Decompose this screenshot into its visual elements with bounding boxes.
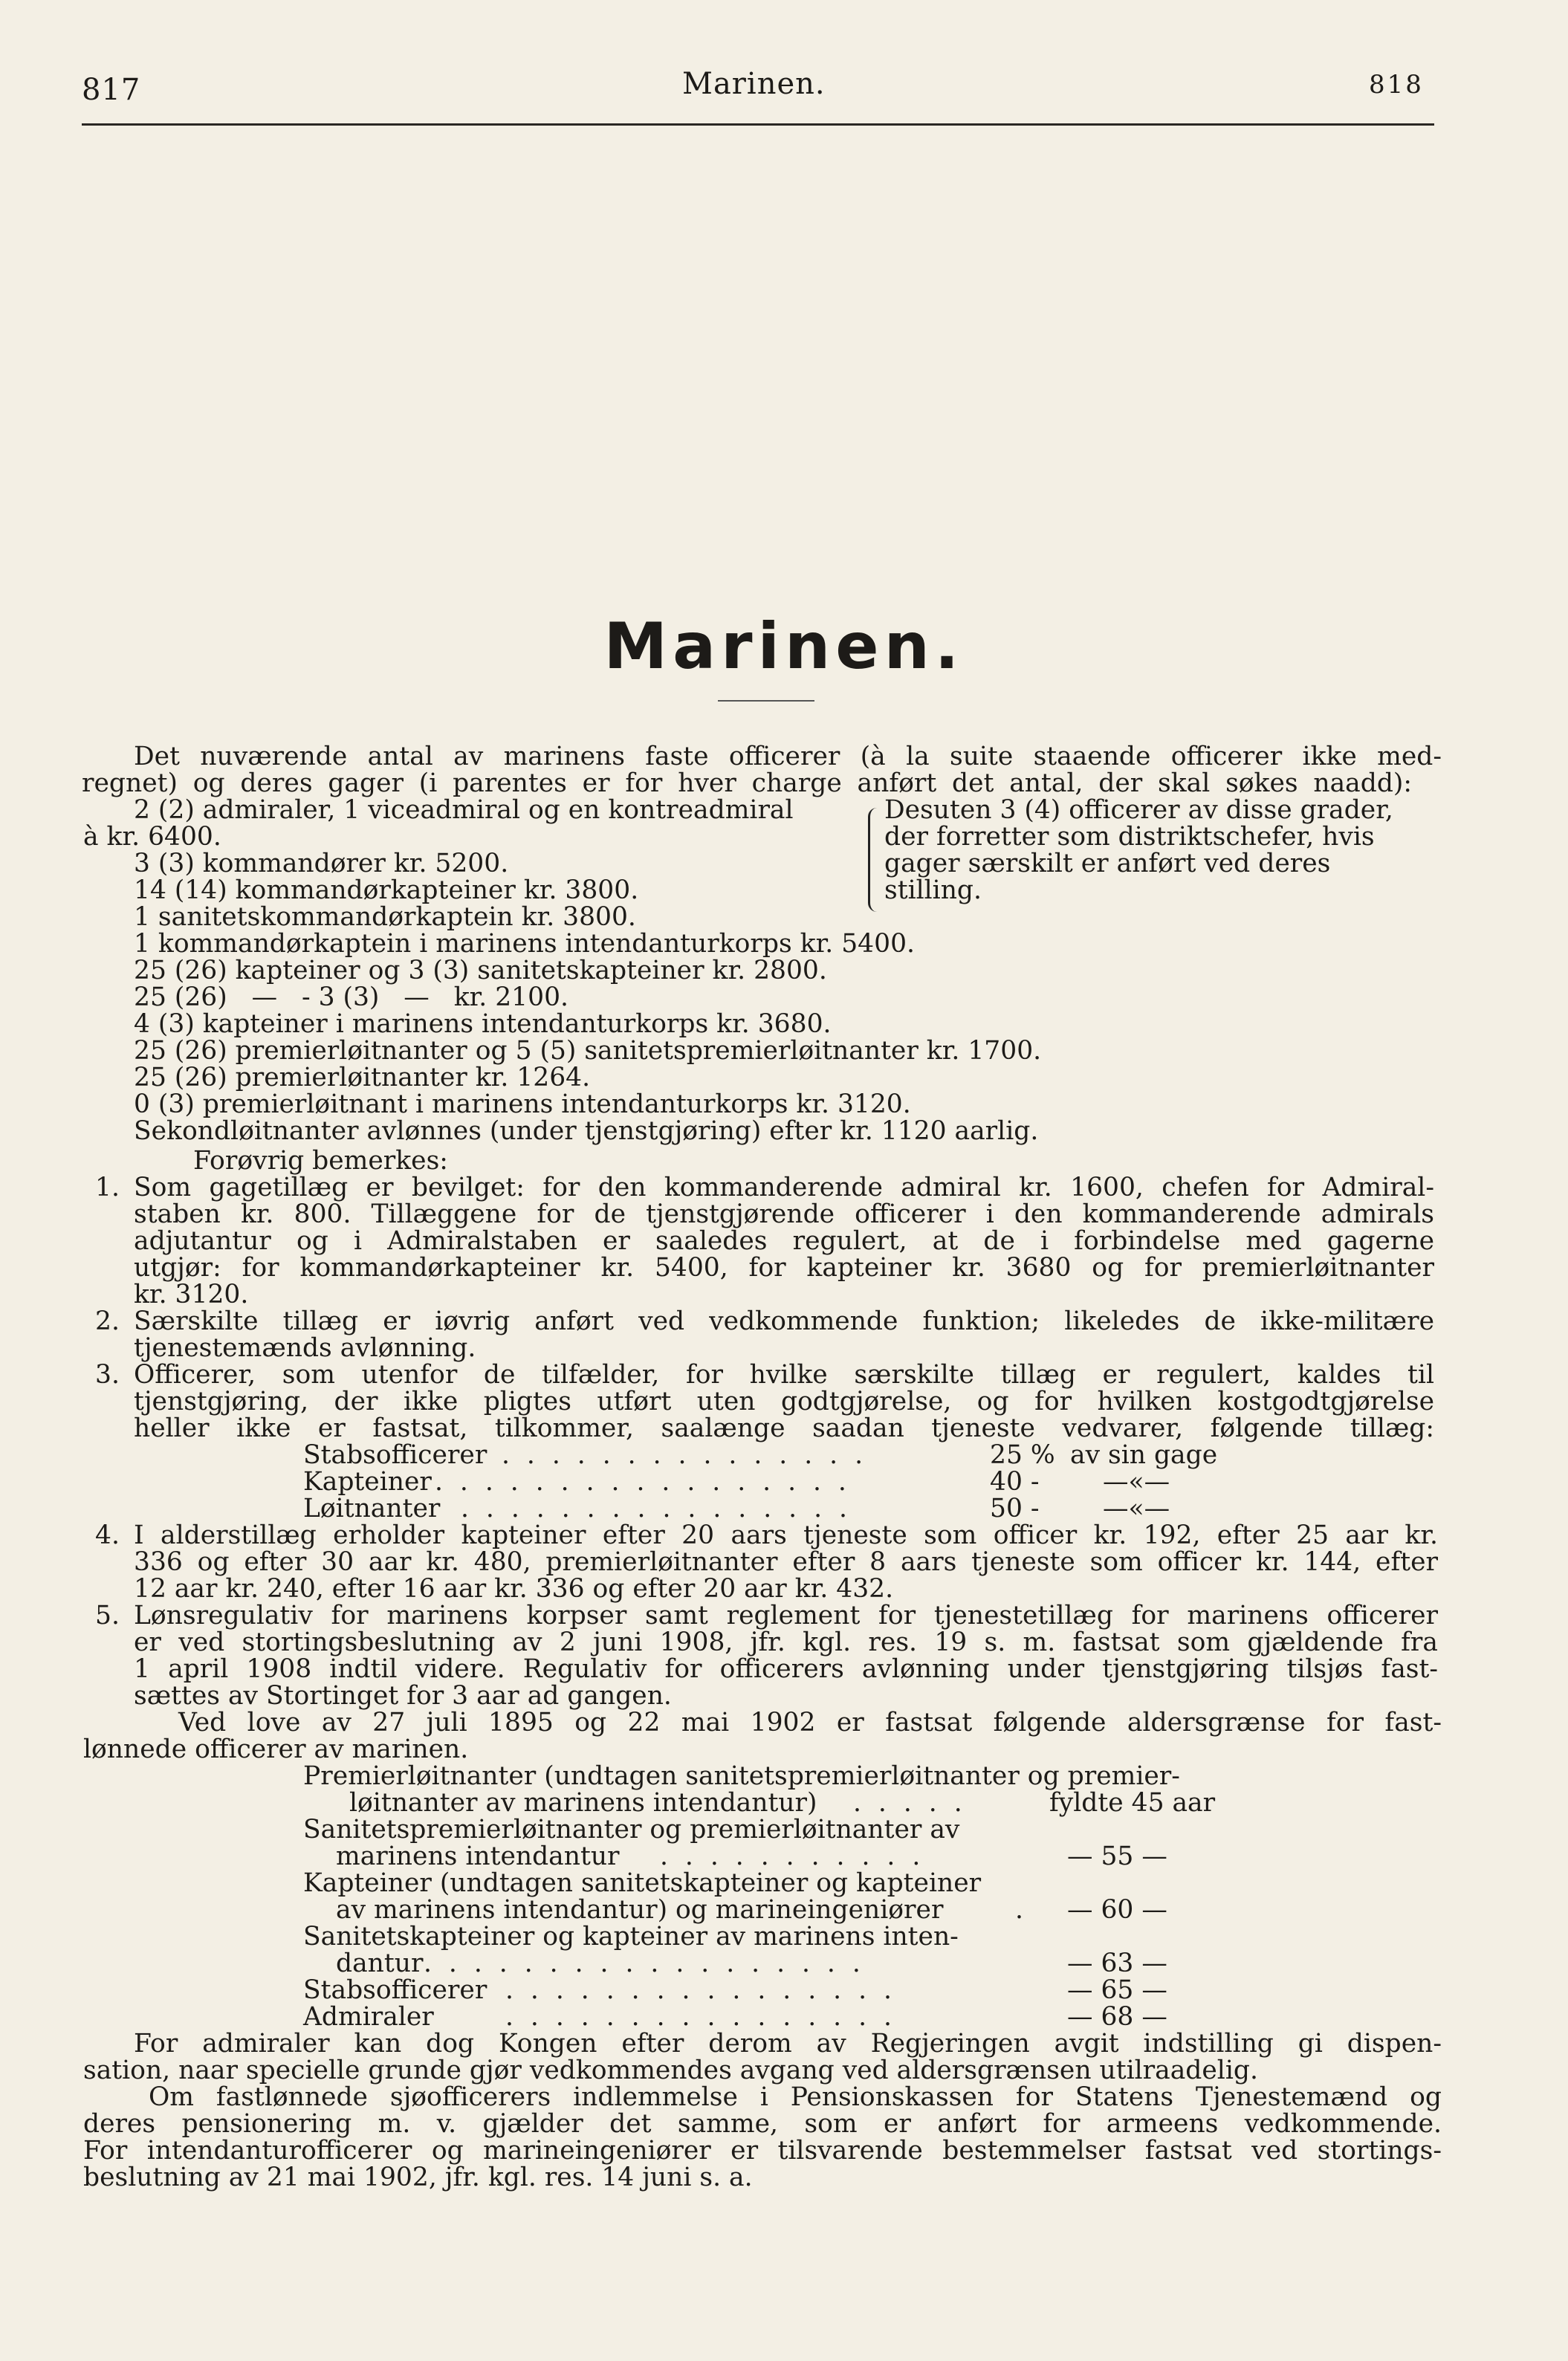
list-item: à kr. 6400.	[83, 822, 221, 852]
intro-line: Det nuværende antal av marinens faste officerer (à la suite staaende officerer ikke med-	[134, 742, 1442, 771]
age-row-label: dantur	[336, 1949, 424, 1978]
intro-line: regnet) og deres gager (i parentes er for hver charge anført det antal, der skal søkes naadd):	[82, 768, 1412, 798]
item-line: adjutantur og i Admiralstaben er saaledes regulert, at de i forbindelse med gagerne	[134, 1226, 1434, 1256]
age-row-label: Kapteiner (undtagen sanitetskapteiner og kapteiner	[303, 1868, 982, 1898]
list-item: 0 (3) premierløitnant i marinens intendanturkorps kr. 3120.	[134, 1089, 911, 1119]
age-row-label: Admiraler	[303, 2002, 434, 2032]
closing-line: sation, naar specielle grunde gjør vedkommendes avgang ved aldersgrænsen utilraadelig.	[83, 2056, 1258, 2085]
supplement-label: Kapteiner	[303, 1467, 432, 1497]
closing-line: For intendanturofficerer og marineingeniører er tilsvarende bestemmelser fastsat ved stortings-	[83, 2136, 1442, 2166]
age-row-value: — 68 —	[1067, 2002, 1167, 2032]
age-row-value: — 55 —	[1067, 1842, 1167, 1871]
list-item: 14 (14) kommandørkapteiner kr. 3800.	[134, 875, 639, 905]
supplement-note: av sin gage	[1070, 1440, 1218, 1470]
item-line: tjenstgjøring, der ikke pligtes utført uten godtgjørelse, og for hvilken kostgodtgjørelse	[134, 1387, 1434, 1416]
list-item: Sekondløitnanter avlønnes (under tjenstgjøring) efter kr. 1120 aarlig.	[134, 1116, 1039, 1146]
page-number-right: 818	[1369, 70, 1424, 100]
dot-leader: .	[1015, 1895, 1023, 1925]
item-line: er ved stortingsbeslutning av 2 juni 1908, jfr. kgl. res. 19 s. m. fastsat som gjældende fra	[134, 1628, 1438, 1657]
page-title: Marinen.	[603, 609, 965, 684]
age-row-value: — 63 —	[1067, 1949, 1167, 1978]
item-number: 4.	[95, 1520, 120, 1550]
dot-leader: . . . . . . . . . . . . . . .	[502, 1440, 868, 1470]
dot-leader: . . . . . . . . . . . . . . . . . .	[424, 1949, 865, 1978]
item-number: 5.	[95, 1601, 120, 1630]
dot-leader: . . . . . . . . . . .	[660, 1842, 925, 1871]
supplement-label: Stabsofficerer	[303, 1440, 487, 1470]
supplement-value: 25 %	[990, 1440, 1055, 1470]
supplement-value: 50 -	[990, 1494, 1040, 1523]
list-item: 1 kommandørkaptein i marinens intendanturkorps kr. 5400.	[134, 929, 915, 959]
item-line: 12 aar kr. 240, efter 16 aar kr. 336 og efter 20 aar kr. 432.	[134, 1574, 894, 1604]
item-line: utgjør: for kommandørkapteiner kr. 5400, for kapteiner kr. 3680 og for premierløitnanter	[134, 1253, 1434, 1283]
supplement-value: 40 -	[990, 1467, 1040, 1497]
age-row-value: fyldte 45 aar	[1049, 1788, 1216, 1818]
item-number: 1.	[95, 1173, 120, 1202]
dot-leader: . . . . . . . . . . . . . . . .	[461, 1494, 852, 1523]
item-line: Særskilte tillæg er iøvrig anført ved vedkommende funktion; likeledes de ikke-militære	[134, 1306, 1434, 1336]
brace	[868, 808, 879, 912]
age-row-label: løitnanter av marinens intendantur)	[349, 1788, 817, 1818]
header-rule	[82, 123, 1434, 126]
list-item: 4 (3) kapteiner i marinens intendanturkorps kr. 3680.	[134, 1009, 832, 1039]
dot-leader: . . . . . . . . . . . . . . . . .	[435, 1467, 851, 1497]
item-line: Lønsregulativ for marinens korpser samt reglement for tjenestetillæg for marinens officerer	[134, 1601, 1438, 1630]
age-row-label: Premierløitnanter (undtagen sanitetspremierløitnanter og premier-	[303, 1761, 1180, 1791]
item-line: tjenestemænds avlønning.	[134, 1333, 476, 1363]
item-number: 3.	[95, 1360, 120, 1390]
closing-line: Om fastlønnede sjøofficerers indlemmelse i Pensionskassen for Statens Tjenestemænd og	[149, 2082, 1442, 2112]
list-item: 25 (26) — - 3 (3) — kr. 2100.	[134, 982, 569, 1012]
dot-leader: . . . . . . . . . . . . . . . .	[505, 1975, 896, 2005]
list-item: 3 (3) kommandører kr. 5200.	[134, 849, 509, 878]
supplement-note: —«—	[1103, 1467, 1170, 1497]
supplement-label: Løitnanter	[303, 1494, 441, 1523]
item-line: 336 og efter 30 aar kr. 480, premierløitnanter efter 8 aars tjeneste som officer kr. 144, efter	[134, 1547, 1438, 1577]
age-row-label: av marinens intendantur) og marineingeniører	[336, 1895, 944, 1925]
list-item: 25 (26) kapteiner og 3 (3) sanitetskapteiner kr. 2800.	[134, 956, 827, 985]
running-header: Marinen.	[682, 67, 826, 101]
list-item: 1 sanitetskommandørkaptein kr. 3800.	[134, 902, 636, 932]
title-rule	[718, 700, 814, 702]
item-line: kr. 3120.	[134, 1280, 249, 1309]
age-row-label: Stabsofficerer	[303, 1975, 487, 2005]
supplement-note: —«—	[1103, 1494, 1170, 1523]
dot-leader: . . . . . . . . . . . . . . . .	[505, 2002, 896, 2032]
list-item: 25 (26) premierløitnanter kr. 1264.	[134, 1063, 591, 1092]
side-note-line: der forretter som distriktschefer, hvis	[884, 822, 1375, 852]
list-item: 25 (26) premierløitnanter og 5 (5) sanitetspremierløitnanter kr. 1700.	[134, 1036, 1042, 1066]
age-row-value: — 60 —	[1067, 1895, 1167, 1925]
page-number-left: 817	[82, 73, 141, 107]
age-row-label: Sanitetspremierløitnanter og premierløitnanter av	[303, 1815, 960, 1845]
closing-line: beslutning av 21 mai 1902, jfr. kgl. res. 14 juni s. a.	[83, 2163, 753, 2192]
item-line: heller ikke er fastsat, tilkommer, saalænge saadan tjeneste vedvarer, følgende tillæg:	[134, 1413, 1434, 1443]
age-row-label: Sanitetskapteiner og kapteiner av marinens inten-	[303, 1922, 959, 1952]
list-item: 2 (2) admiraler, 1 viceadmiral og en kontreadmiral	[134, 795, 794, 825]
remarks-heading: Forøvrig bemerkes:	[193, 1146, 448, 1176]
age-intro-line: lønnede officerer av marinen.	[83, 1735, 469, 1764]
side-note-line: gager særskilt er anført ved deres	[884, 849, 1331, 878]
item-line: 1 april 1908 indtil videre. Regulativ for officerers avlønning under tjenstgjøring tilsjøs fast-	[134, 1654, 1438, 1684]
age-row-value: — 65 —	[1067, 1975, 1167, 2005]
item-line: I alderstillæg erholder kapteiner efter 20 aars tjeneste som officer kr. 192, efter 25 aar kr.	[134, 1520, 1438, 1550]
item-line: Som gagetillæg er bevilget: for den kommanderende admiral kr. 1600, chefen for Admiral-	[134, 1173, 1434, 1202]
dot-leader: . . . . .	[853, 1788, 967, 1818]
closing-line: deres pensionering m. v. gjælder det samme, som er anført for armeens vedkommende.	[83, 2109, 1442, 2139]
item-line: sættes av Stortinget for 3 aar ad gangen.	[134, 1681, 672, 1711]
item-line: staben kr. 800. Tillæggene for de tjenstgjørende officerer i den kommanderende admirals	[134, 1199, 1434, 1229]
closing-line: For admiraler kan dog Kongen efter derom av Regjeringen avgit indstilling gi dispen-	[134, 2029, 1442, 2059]
age-row-label: marinens intendantur	[336, 1842, 620, 1871]
item-number: 2.	[95, 1306, 120, 1336]
side-note-line: stilling.	[884, 875, 982, 905]
item-line: Officerer, som utenfor de tilfælder, for hvilke særskilte tillæg er regulert, kaldes til	[134, 1360, 1434, 1390]
age-intro-line: Ved love av 27 juli 1895 og 22 mai 1902 er fastsat følgende aldersgrænse for fast-	[178, 1708, 1442, 1737]
side-note-line: Desuten 3 (4) officerer av disse grader,	[884, 795, 1393, 825]
